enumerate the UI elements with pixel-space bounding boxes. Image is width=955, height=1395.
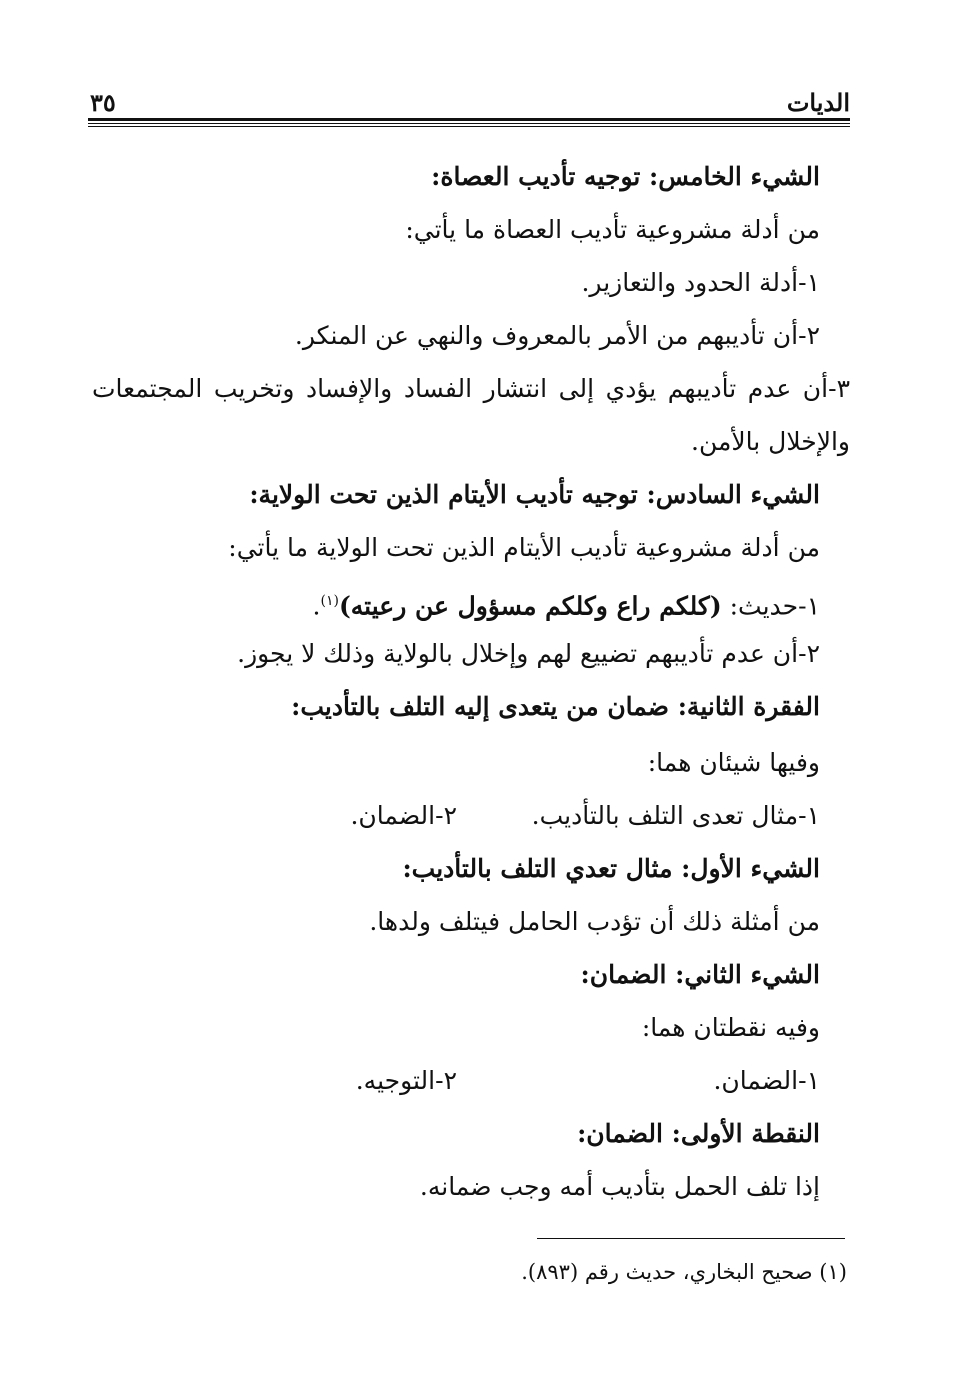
paragraph-line: وفيها شيئان هما: bbox=[647, 748, 820, 777]
list-item: ١-الضمان. bbox=[713, 1066, 820, 1095]
running-header bbox=[88, 88, 850, 118]
hadith-text: (كلكم راع وكلكم مسؤول عن رعيته) bbox=[338, 591, 722, 621]
list-item: ١-أدلة الحدود والتعازير. bbox=[581, 268, 820, 297]
footnote: (١) صحيح البخاري، حديث رقم (٨٩٣). bbox=[521, 1260, 847, 1284]
header-rule-thin bbox=[88, 123, 850, 124]
hadith-end: . bbox=[312, 591, 321, 621]
list-item: ٢-التوجيه. bbox=[355, 1066, 457, 1095]
paragraph-line: والإخلال بالأمن. bbox=[691, 427, 850, 456]
subsection-heading: الشيء الثاني: الضمان: bbox=[580, 960, 820, 989]
point-heading: النقطة الأولى: الضمان: bbox=[577, 1119, 820, 1148]
list-item: ٢-أن عدم تأديبهم تضييع لهم وإخلال بالولاية وذلك لا يجوز. bbox=[237, 639, 820, 668]
paragraph-2-heading: الفقرة الثانية: ضمان من يتعدى إليه التلف بالتأديب: bbox=[291, 692, 820, 721]
chapter-title: الديات bbox=[786, 88, 850, 117]
paragraph-line: من أدلة مشروعية تأديب العصاة ما يأتي: bbox=[405, 215, 820, 244]
header-rule-thin-2 bbox=[88, 126, 850, 127]
paragraph-line: من أدلة مشروعية تأديب الأيتام الذين تحت الولاية ما يأتي: bbox=[228, 533, 820, 562]
hadith-prefix: ١-حديث: bbox=[721, 591, 820, 621]
paragraph-line: إذا تلف الحمل بتأديب أمه وجب ضمانه. bbox=[419, 1172, 820, 1201]
page-number: ٣٥ bbox=[90, 88, 116, 117]
section-heading-6: الشيء السادس: توجيه تأديب الأيتام الذين تحت الولاية: bbox=[249, 480, 820, 509]
footnote-rule bbox=[537, 1238, 845, 1239]
list-item: ٢-الضمان. bbox=[350, 801, 457, 830]
footnote-ref: (١) bbox=[320, 593, 339, 609]
section-heading-5: الشيء الخامس: توجيه تأديب العصاة: bbox=[431, 162, 820, 191]
paragraph-line: وفيه نقطتان هما: bbox=[641, 1013, 820, 1042]
header-rule-thick bbox=[88, 118, 850, 121]
list-item-hadith bbox=[313, 584, 820, 623]
subsection-heading: الشيء الأول: مثال تعدي التلف بالتأديب: bbox=[402, 854, 820, 883]
list-item: ١-مثال تعدى التلف بالتأديب. bbox=[531, 801, 820, 830]
paragraph-line: من أمثلة ذلك أن تؤدب الحامل فيتلف ولدها. bbox=[369, 907, 820, 936]
list-item: ٣-أن عدم تأديبهم يؤدي إلى انتشار الفساد والإفساد وتخريب المجتمعات bbox=[92, 374, 850, 403]
list-item: ٢-أن تأديبهم من الأمر بالمعروف والنهي عن المنكر. bbox=[294, 321, 820, 350]
